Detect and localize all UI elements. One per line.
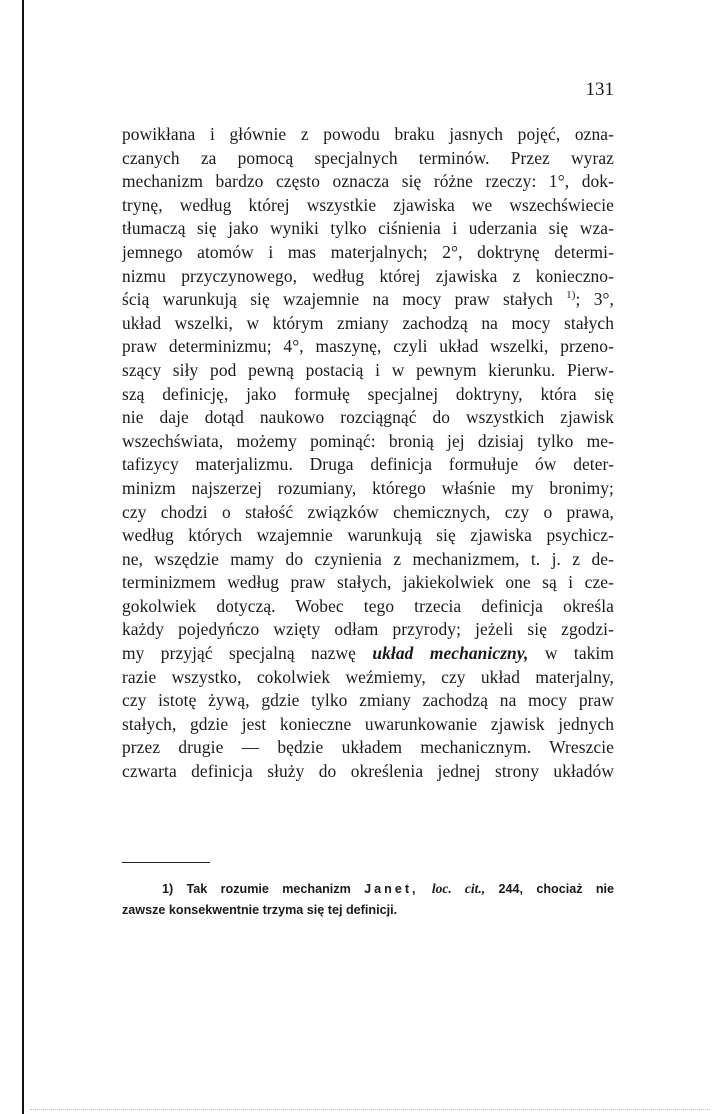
text-line-10: praw determinizmu; 4°, maszynę, czyli układ wszelki, przeno- (122, 336, 614, 357)
text-line-25: czy istotę żywą, gdzie tylko zmiany zachodzą na mocy praw (122, 690, 614, 711)
text-line-13: nie daje dotąd naukowo rozciągnąć do wszystkich zjawisk (122, 407, 614, 428)
text-line-9: układ wszelki, w którym zmiany zachodzą na mocy stałych (122, 312, 614, 333)
text-line-28: czwarta definicja służy do określenia jednej strony układów (122, 761, 614, 782)
text-line-8-tail: ; 3°, (575, 289, 614, 310)
text-line-18: według których wzajemnie warunkują się zjawiska psychicz- (122, 525, 614, 546)
text-line-23 (122, 642, 614, 666)
text-line-21: gokolwiek dotyczą. Wobec tego trzecia definicja określa (122, 595, 614, 616)
italic-term: układ mechaniczny, (372, 643, 529, 664)
text-line-12: szą definicję, jako formułę specjalnej doktryny, która się (122, 383, 614, 404)
text-line-5: tłumaczą się jako wyniki tylko ciśnienia i uderzania się wza- (122, 218, 614, 239)
text-line-19: ne, wszędzie mamy do czynienia z mechanizmem, t. j. z de- (122, 548, 614, 569)
footnote (122, 878, 614, 921)
scan-bottom-edge (30, 1108, 710, 1110)
text-line-14: wszechświata, możemy pominąć: bronią jej dzisiaj tylko me- (122, 430, 614, 451)
text-line-7: nizmu przyczynowego, według której zjawiska z konieczno- (122, 265, 614, 286)
text-line-1: powikłana i głównie z powodu braku jasnych pojęć, ozna- (122, 124, 614, 144)
footnote-line-2: zawsze konsekwentnie trzyma się tej definicji. (122, 903, 398, 917)
footnote-text-before: Tak rozumie mechanizm (186, 882, 351, 896)
footnote-reference[interactable]: 1) (566, 289, 576, 302)
text-line-15: tafizycy materjalizmu. Druga definicja formułuje ów deter- (122, 454, 614, 475)
text-line-8-main: ścią warunkują się wzajemnie na mocy praw stałych (122, 289, 553, 310)
footnote-marker: 1) (162, 882, 174, 896)
text-line-23-main: my przyjąć specjalną nazwę (122, 643, 356, 664)
text-line-2: czanych za pomocą specjalnych terminów. Przez wyraz (122, 147, 614, 168)
footnote-text-after: 244, chociaż nie (498, 882, 615, 896)
text-line-26: stałych, gdzie jest konieczne uwarunkowanie zjawisk jednych (122, 713, 614, 734)
footnote-author: Janet, (364, 882, 419, 896)
text-line-22: każdy pojedyńczo wzięty odłam przyrody; jeżeli się zgodzi- (122, 619, 614, 640)
text-line-24: razie wszystko, cokolwiek weźmiemy, czy układ materjalny, (122, 666, 614, 687)
footnote-citation: loc. cit., (431, 881, 486, 896)
footnote-line-1 (122, 878, 614, 900)
page-number: 131 (585, 79, 614, 100)
text-line-3: mechanizm bardzo często oznacza się różne rzeczy: 1°, dok- (122, 171, 614, 192)
text-line-20: terminizmem według praw stałych, jakiekolwiek one są i cze- (122, 572, 614, 593)
text-line-27: przez drugie — będzie układem mechanicznym. Wreszcie (122, 737, 614, 758)
text-line-16: minizm najszerzej rozumiany, którego właśnie my bronimy; (122, 477, 614, 498)
text-line-8 (122, 288, 614, 312)
text-line-4: trynę, według której wszystkie zjawiska we wszechświecie (122, 194, 614, 215)
text-line-11: szący siły pod pewną postacią i w pewnym kierunku. Pierw- (122, 359, 614, 380)
footnote-divider (122, 862, 210, 863)
text-line-23-tail: w takim (544, 643, 614, 664)
body-text (122, 123, 614, 784)
text-line-17: czy chodzi o stałość związków chemicznych, czy o prawa, (122, 501, 614, 522)
text-line-6: jemnego atomów i mas materjalnych; 2°, doktrynę determi- (122, 241, 614, 262)
scan-edge-line (22, 0, 24, 1114)
